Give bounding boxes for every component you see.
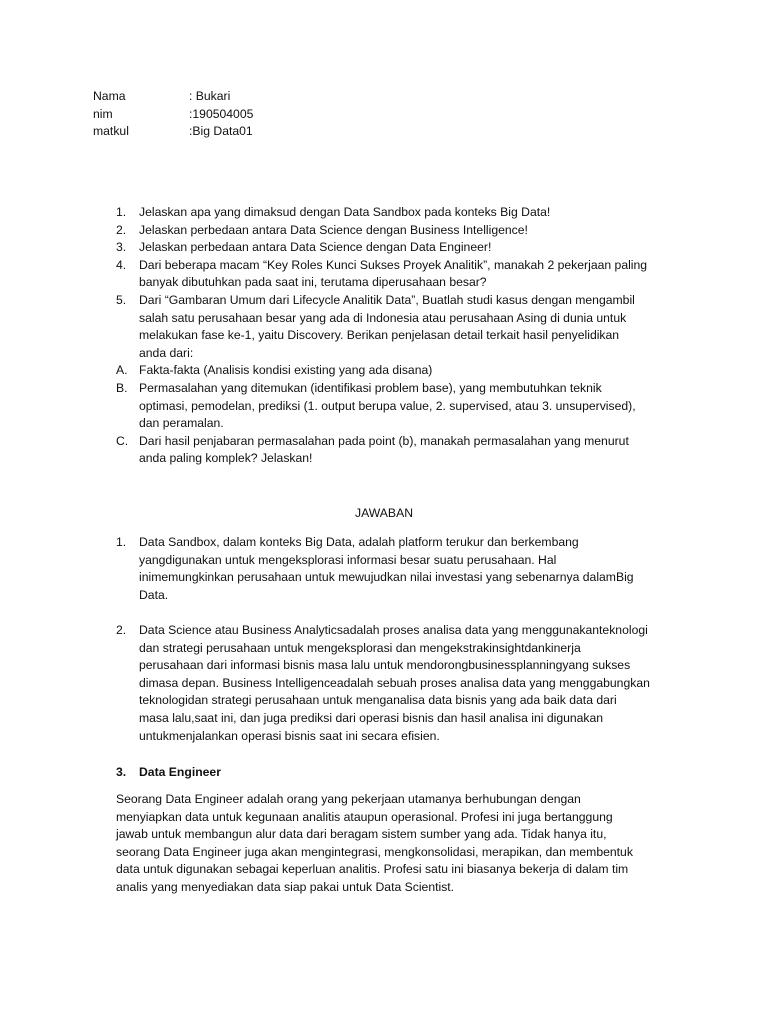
text-line: melakukan fase ke-1, yaitu Discovery. Berikan penjelasan detail terkait hasil penyelidikan <box>139 328 620 343</box>
info-label: Nama <box>93 89 126 103</box>
text-line: Jelaskan apa yang dimaksud dengan Data Sandbox pada konteks Big Data! <box>139 205 551 219</box>
text-line: anda paling komplek? Jelaskan! <box>139 451 313 466</box>
question-list <box>116 204 676 468</box>
text-line: Data Sandbox, dalam konteks Big Data, adalah platform terukur dan berkembang <box>139 535 579 549</box>
info-value: : Bukari <box>189 89 231 103</box>
text-line: dan peramalan. <box>139 416 224 431</box>
text-line: masa lalu,saat ini, dan juga prediksi dari operasi bisnis dan hasil analisa ini digunakan <box>139 710 604 725</box>
section-heading <box>116 764 221 782</box>
info-value: :Big Data01 <box>189 124 253 139</box>
text-line: Data. <box>139 587 169 602</box>
text-line: Fakta-fakta (Analisis kondisi existing yang ada disana) <box>139 363 433 378</box>
info-row-nim <box>93 106 253 124</box>
text-line: yangdigunakan untuk mengeksplorasi informasi besar suatu perusahaan. Hal <box>139 552 557 567</box>
list-marker: B. <box>116 380 128 395</box>
info-row-course <box>93 123 253 141</box>
text-line: Dari beberapa macam “Key Roles Kunci Sukses Proyek Analitik”, manakah 2 pekerjaan paling <box>139 257 648 272</box>
text-line: menyiapkan data untuk kegunaan analitis ataupun operasional. Profesi ini juga bertanggung <box>116 809 613 824</box>
list-marker: 4. <box>116 257 127 272</box>
text-line: data untuk digunakan sebagai keperluan analitis. Profesi satu ini biasanya bekerja di dalam tim <box>116 862 629 877</box>
section-paragraph <box>116 791 676 897</box>
question-item <box>116 362 676 380</box>
text-line: dan strategi perusahaan untuk mengeksplorasi dan mengekstrakinsightdankinerja <box>139 640 581 655</box>
text-line: inimemungkinkan perusahaan untuk mewujudkan nilai investasi yang sebenarnya dalamBig <box>139 570 634 585</box>
answer-list <box>116 534 686 745</box>
section-title: Data Engineer <box>139 765 221 779</box>
question-item <box>116 204 676 222</box>
question-item <box>116 239 676 257</box>
text-line: untukmenjalankan operasi bisnis saat ini secara efisien. <box>139 728 440 743</box>
text-line: salah satu perusahaan besar yang ada di Indonesia atau perusahaan Asing di dunia untuk <box>139 310 627 325</box>
text-line: perusahaan dari informasi bisnis masa lalu untuk mendorongbusinessplanningyang sukses <box>139 658 631 673</box>
list-marker: 3. <box>116 765 127 779</box>
text-line: optimasi, pemodelan, prediksi (1. output berupa value, 2. supervised, atau 3. unsupervised), <box>139 398 636 413</box>
question-item <box>116 292 676 362</box>
text-line: Jelaskan perbedaan antara Data Science dengan Business Intelligence! <box>139 222 528 237</box>
text-line: Permasalahan yang ditemukan (identifikasi problem base), yang membutuhkan teknik <box>139 380 602 395</box>
text-line: Jelaskan perbedaan antara Data Science dengan Data Engineer! <box>139 240 492 255</box>
text-line: Dari hasil penjabaran permasalahan pada point (b), manakah permasalahan yang menurut <box>139 433 629 448</box>
question-item <box>116 257 676 292</box>
list-marker: A. <box>116 363 128 378</box>
list-marker: C. <box>116 433 129 448</box>
list-marker: 2. <box>116 222 127 237</box>
text-line: teknologidan strategi perusahaan untuk menganalisa data bisnis yang ada baik data dari <box>139 693 617 708</box>
answer-item <box>116 534 686 604</box>
text-line: Seorang Data Engineer adalah orang yang pekerjaan utamanya berhubungan dengan <box>116 792 581 806</box>
student-info <box>93 88 253 141</box>
text-line: anda dari: <box>139 345 194 360</box>
list-marker: 2. <box>116 622 127 637</box>
answers-heading: JAWABAN <box>354 506 413 520</box>
list-marker: 1. <box>116 205 127 219</box>
text-line: analis yang menyediakan data siap pakai untuk Data Scientist. <box>116 879 455 894</box>
list-marker: 5. <box>116 292 127 307</box>
question-item <box>116 222 676 240</box>
list-marker: 3. <box>116 240 127 255</box>
text-line: banyak dibutuhkan pada saat ini, terutama diperusahaan besar? <box>139 275 487 290</box>
info-label: nim <box>93 106 113 121</box>
text-line: jawab untuk membangun alur data dari beragam sistem sumber yang ada. Tidak hanya itu, <box>116 827 607 842</box>
question-item <box>116 380 676 433</box>
text-line: dimasa depan. Business Intelligenceadalah sebuah proses analisa data yang menggabungkan <box>139 675 650 690</box>
text-line: Dari “Gambaran Umum dari Lifecycle Analitik Data”, Buatlah studi kasus dengan mengambil <box>139 292 635 307</box>
info-row-name <box>93 88 253 106</box>
answer-item <box>116 622 686 745</box>
question-item <box>116 433 676 468</box>
list-marker: 1. <box>116 535 127 549</box>
text-line: seorang Data Engineer juga akan mengintegrasi, mengkonsolidasi, merapikan, dan membentuk <box>116 844 633 859</box>
info-value: :190504005 <box>189 106 254 121</box>
info-label: matkul <box>93 124 129 139</box>
text-line: Data Science atau Business Analyticsadalah proses analisa data yang menggunakanteknologi <box>139 622 648 637</box>
